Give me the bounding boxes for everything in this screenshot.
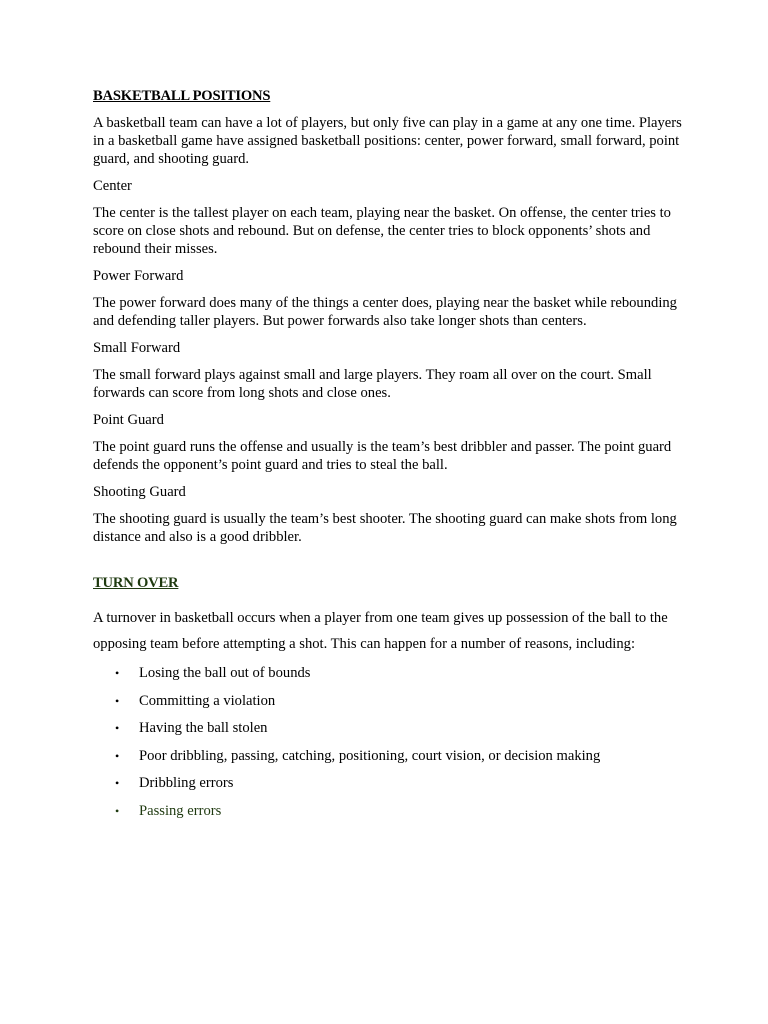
position-heading-power-forward: Power Forward (93, 268, 184, 284)
list-item-text: Committing a violation (139, 692, 276, 709)
position-heading-small-forward: Small Forward (93, 340, 181, 356)
list-item (93, 798, 683, 826)
position-heading-shooting-guard: Shooting Guard (93, 484, 186, 500)
list-item-text: Poor dribbling, passing, catching, positioning, court vision, or decision making (139, 747, 601, 764)
position-description-center: The center is the tallest player on each team, playing near the basket. On offense, the center tries to score on close shots and rebound. But on defense, the center tries to block opponents’ shots and rebound their misses. (93, 205, 671, 257)
list-item (93, 770, 683, 798)
position-heading-center: Center (93, 178, 132, 194)
bullet-icon: • (115, 776, 120, 790)
intro-paragraph: A basketball team can have a lot of players, but only five can play in a game at any one time. Players in a basketball game have assigned basketball positions: center, power forward, small forward, point guard, and shooting guard. (93, 115, 682, 167)
bullet-icon: • (115, 721, 120, 735)
list-item-text: Dribbling errors (139, 775, 234, 791)
bullet-icon: • (115, 666, 120, 680)
bullet-icon: • (115, 693, 120, 708)
bullet-icon: • (115, 748, 120, 763)
position-description-point-guard: The point guard runs the offense and usually is the team’s best dribbler and passer. The point guard defends the opponent’s point guard and tries to steal the ball. (93, 439, 672, 473)
list-item-text: Passing errors (139, 802, 222, 819)
position-description-small-forward: The small forward plays against small and large players. They roam all over on the court. Small forwards can score from long shots and close ones. (93, 367, 652, 401)
list-item-text: Having the ball stolen (139, 720, 268, 736)
list-item (93, 688, 683, 716)
position-description-power-forward: The power forward does many of the things a center does, playing near the basket while rebounding and defending taller players. But power forwards also take longer shots than centers. (93, 295, 677, 329)
position-description-shooting-guard: The shooting guard is usually the team’s best shooter. The shooting guard can make shots from long distance and also is a good dribbler. (93, 511, 677, 545)
list-item (93, 660, 683, 688)
turnover-reasons-list (93, 660, 683, 825)
section-title-basketball-positions: BASKETBALL POSITIONS (93, 88, 271, 104)
list-item (93, 715, 683, 743)
section-title-turn-over: TURN OVER (93, 575, 179, 591)
bullet-icon: • (115, 803, 120, 818)
turnover-intro-paragraph: A turnover in basketball occurs when a player from one team gives up possession of the ball to the opposing team before attempting a shot. This can happen for a number of reasons, including: (93, 610, 668, 652)
list-item (93, 743, 683, 771)
document-body (93, 87, 683, 825)
position-heading-point-guard: Point Guard (93, 412, 164, 428)
list-item-text: Losing the ball out of bounds (139, 665, 311, 681)
